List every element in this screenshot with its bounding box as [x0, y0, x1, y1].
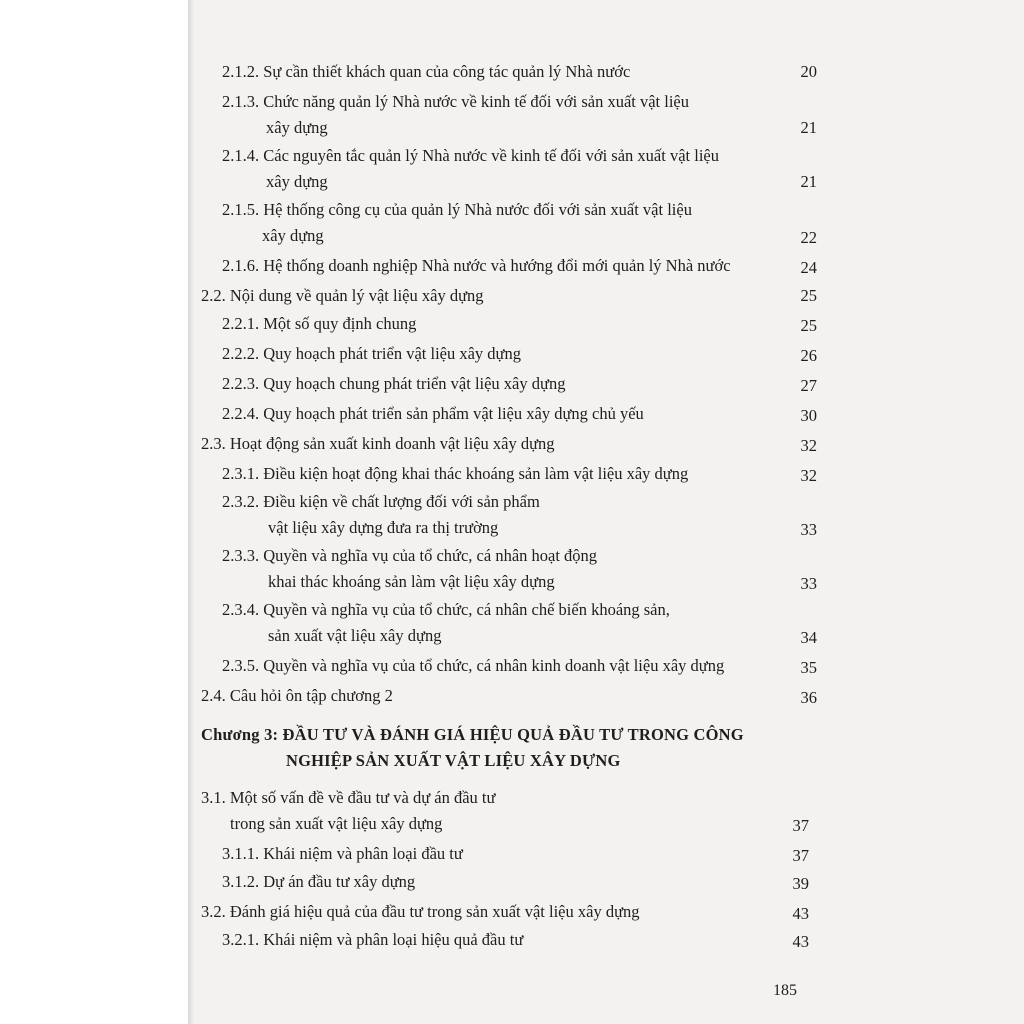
toc-entry-2-2-1: 2.2.1. Một số quy định chung — [222, 314, 417, 333]
chapter-heading: Chương 3: ĐẦU TƯ VÀ ĐÁNH GIÁ HIỆU QUẢ ĐẦU TƯ TRONG CÔNG — [201, 725, 744, 744]
toc-entry-3-2: 3.2. Đánh giá hiệu quả của đầu tư trong sản xuất vật liệu xây dựng — [201, 902, 640, 921]
toc-page-number: 43 — [792, 932, 809, 951]
toc-entry-2-1-4: 2.1.4. Các nguyên tắc quản lý Nhà nước về kinh tế đối với sản xuất vật liệu — [222, 146, 719, 165]
toc-entry-continuation: xây dựng — [262, 226, 324, 245]
toc-page-number: 34 — [800, 628, 817, 647]
toc-page-number: 26 — [800, 346, 817, 365]
toc-page-number: 37 — [792, 816, 809, 835]
toc-page-number: 21 — [800, 172, 817, 191]
toc-entry-2-3-3: 2.3.3. Quyền và nghĩa vụ của tổ chức, cá nhân hoạt động — [222, 546, 598, 565]
toc-page-number: 33 — [800, 574, 817, 593]
toc-page-number: 24 — [800, 258, 817, 277]
toc-entry-3-2-1: 3.2.1. Khái niệm và phân loại hiệu quả đầu tư — [222, 930, 524, 949]
toc-entry-continuation: vật liệu xây dựng đưa ra thị trường — [268, 518, 499, 537]
toc-entry-2-2: 2.2. Nội dung về quản lý vật liệu xây dựng — [201, 286, 484, 305]
toc-page-number: 35 — [800, 658, 817, 677]
toc-entry-3-1: 3.1. Một số vấn đề về đầu tư và dự án đầu tư — [201, 788, 496, 807]
toc-entry-2-3-1: 2.3.1. Điều kiện hoạt động khai thác khoáng sản làm vật liệu xây dựng — [222, 464, 689, 483]
toc-page-number: 25 — [800, 316, 817, 335]
toc-entry-continuation: xây dựng — [266, 118, 328, 137]
toc-entry-3-1-2: 3.1.2. Dự án đầu tư xây dựng — [222, 872, 416, 891]
toc-page-number: 22 — [800, 228, 817, 247]
toc-entry-2-2-2: 2.2.2. Quy hoạch phát triển vật liệu xây dựng — [222, 344, 521, 363]
chapter-heading-continuation: NGHIỆP SẢN XUẤT VẬT LIỆU XÂY DỰNG — [286, 751, 621, 770]
toc-entry-2-4: 2.4. Câu hỏi ôn tập chương 2 — [201, 686, 393, 705]
toc-entry-2-2-4: 2.2.4. Quy hoạch phát triển sản phẩm vật liệu xây dựng chủ yếu — [222, 404, 644, 423]
page-number-footer: 185 — [773, 982, 797, 999]
toc-entry-2-3-4: 2.3.4. Quyền và nghĩa vụ của tổ chức, cá nhân chế biến khoáng sản, — [222, 600, 670, 619]
toc-page-number: 37 — [792, 846, 809, 865]
toc-page-number: 36 — [800, 688, 817, 707]
toc-entry-continuation: trong sản xuất vật liệu xây dựng — [230, 814, 443, 833]
toc-entry-2-1-6: 2.1.6. Hệ thống doanh nghiệp Nhà nước và hướng đổi mới quản lý Nhà nước — [222, 256, 731, 275]
toc-page-number: 32 — [800, 436, 817, 455]
toc-page-number: 27 — [800, 376, 817, 395]
toc-page-number: 32 — [800, 466, 817, 485]
toc-entry-2-1-2: 2.1.2. Sự cần thiết khách quan của công tác quản lý Nhà nước — [222, 62, 631, 81]
toc-entry-2-3: 2.3. Hoạt động sản xuất kinh doanh vật liệu xây dựng — [201, 434, 555, 453]
toc-page-number: 30 — [800, 406, 817, 425]
toc-entry-3-1-1: 3.1.1. Khái niệm và phân loại đầu tư — [222, 844, 463, 863]
toc-entry-continuation: sản xuất vật liệu xây dựng — [268, 626, 442, 645]
toc-page-number: 33 — [800, 520, 817, 539]
toc-page-number: 21 — [800, 118, 817, 137]
toc-entry-2-1-5: 2.1.5. Hệ thống công cụ của quản lý Nhà nước đối với sản xuất vật liệu — [222, 200, 692, 219]
toc-entry-2-1-3: 2.1.3. Chức năng quản lý Nhà nước về kinh tế đối với sản xuất vật liệu — [222, 92, 689, 111]
toc-entry-continuation: xây dựng — [266, 172, 328, 191]
toc-page-number: 43 — [792, 904, 809, 923]
toc-page-number: 25 — [800, 286, 817, 305]
toc-page-number: 20 — [800, 62, 817, 81]
toc-entry-2-3-5: 2.3.5. Quyền và nghĩa vụ của tổ chức, cá nhân kinh doanh vật liệu xây dựng — [222, 656, 725, 675]
toc-entry-2-2-3: 2.2.3. Quy hoạch chung phát triển vật liệu xây dựng — [222, 374, 566, 393]
toc-page-number: 39 — [792, 874, 809, 893]
toc-entry-continuation: khai thác khoáng sản làm vật liệu xây dựng — [268, 572, 555, 591]
toc-entry-2-3-2: 2.3.2. Điều kiện về chất lượng đối với sản phẩm — [222, 492, 540, 511]
